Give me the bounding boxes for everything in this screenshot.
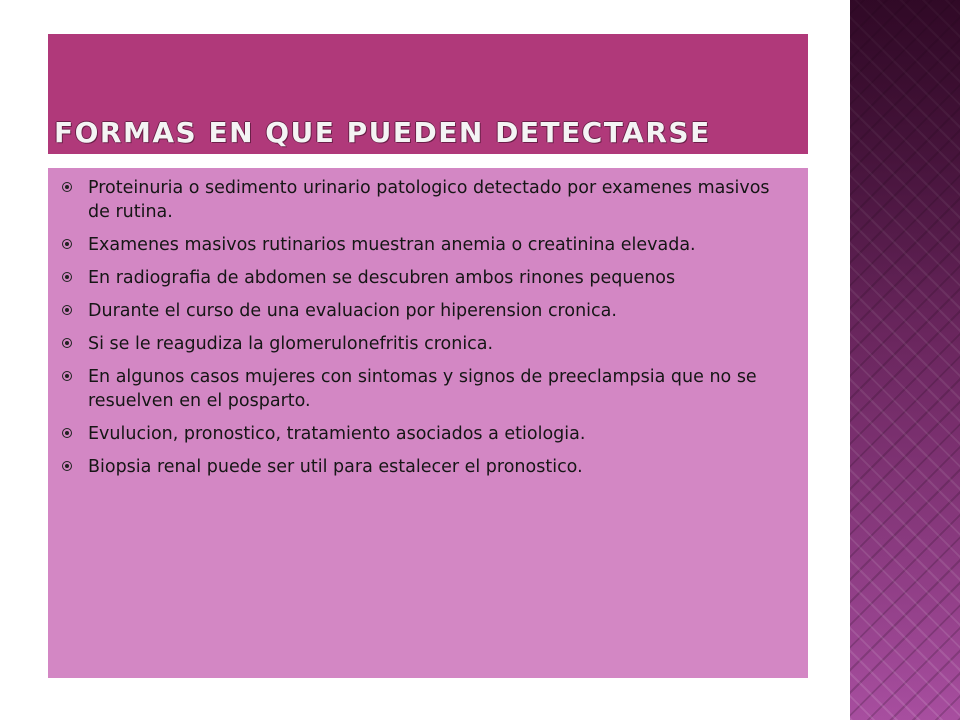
slide-title: FORMAS EN QUE PUEDEN DETECTARSE [54, 116, 711, 149]
circle-dot-icon [62, 182, 72, 192]
bullet-text: Si se le reagudiza la glomerulonefritis cronica. [88, 334, 494, 354]
circle-dot-icon [62, 338, 72, 348]
bullet-text: En radiografia de abdomen se descubren ambos rinones pequenos [88, 268, 676, 288]
content-panel [48, 168, 808, 678]
bullet-item [62, 266, 792, 290]
bullet-text: Examenes masivos rutinarios muestran anemia o creatinina elevada. [88, 235, 696, 255]
bullet-text: Evulucion, pronostico, tratamiento asociados a etiologia. [88, 424, 586, 444]
bullet-text: Durante el curso de una evaluacion por hiperension cronica. [88, 301, 617, 321]
circle-dot-icon [62, 305, 72, 315]
decorative-side-pattern [850, 0, 960, 720]
circle-dot-icon [62, 428, 72, 438]
bullet-list [48, 168, 808, 479]
bullet-item [62, 455, 792, 479]
bullet-item [62, 176, 792, 224]
bullet-item [62, 233, 792, 257]
bullet-text: Biopsia renal puede ser util para estalecer el pronostico. [88, 457, 583, 477]
bullet-item [62, 299, 792, 323]
circle-dot-icon [62, 371, 72, 381]
bullet-item [62, 422, 792, 446]
bullet-item [62, 332, 792, 356]
circle-dot-icon [62, 461, 72, 471]
bullet-item [62, 365, 792, 413]
circle-dot-icon [62, 239, 72, 249]
circle-dot-icon [62, 272, 72, 282]
bullet-text: Proteinuria o sedimento urinario patologico detectado por examenes masivos de rutina. [88, 178, 770, 222]
bullet-text: En algunos casos mujeres con sintomas y signos de preeclampsia que no se resuelven en el posparto. [88, 367, 757, 411]
